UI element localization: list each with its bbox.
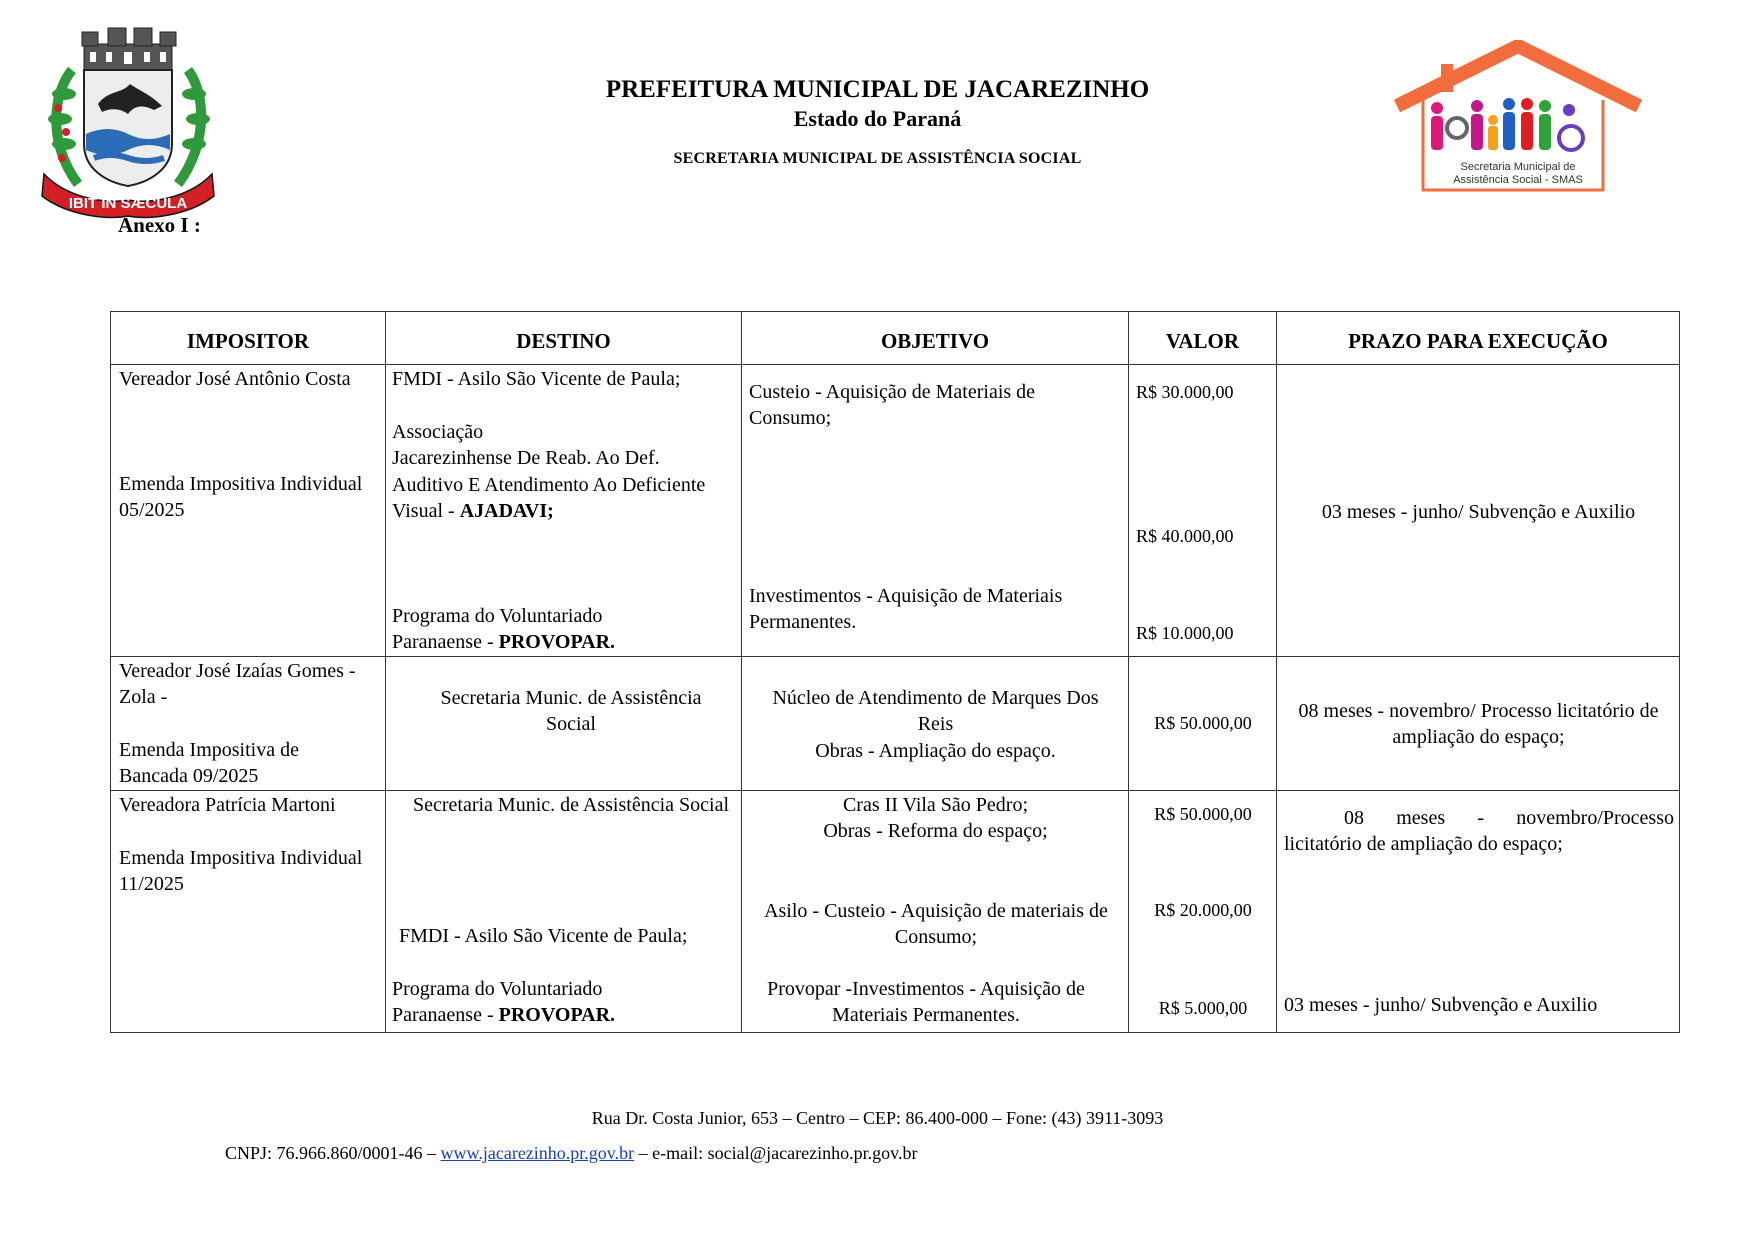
smas-logo-line1: Secretaria Municipal de (1460, 161, 1576, 173)
column-header: VALOR (1129, 312, 1277, 365)
objetivo-text: Investimentos - Aquisição de Materiais Permanentes. (749, 585, 1063, 634)
destino-text: Programa do Voluntariado Paranaense - PROVOPAR. (392, 978, 616, 1027)
destino-text: Secretaria Munic. de Assistência Social (412, 794, 729, 816)
destino-text: Programa do Voluntariado Paranaense - PROVOPAR. (392, 605, 616, 654)
destino-text: Secretaria Munic. de Assistência Social (440, 687, 702, 736)
table-row (111, 365, 1680, 657)
footer-address: Rua Dr. Costa Junior, 653 – Centro – CEP: 86.400-000 – Fone: (43) 3911-3093 (591, 1108, 1164, 1128)
amendments-table (110, 311, 1680, 1033)
amendment-id: Emenda Impositiva Individual 05/2025 (119, 473, 363, 522)
impositor-name: Vereadora Patrícia Martoni (119, 794, 336, 816)
valor-text: R$ 50.000,00 (1154, 804, 1252, 824)
objetivo-text: Custeio - Aquisição de Materiais de Consumo; (749, 381, 1036, 430)
column-header: PRAZO PARA EXECUÇÃO (1277, 312, 1680, 365)
destino-text: FMDI - Asilo São Vicente de Paula; (392, 368, 681, 390)
amendment-id: Emenda Impositiva Individual 11/2025 (119, 847, 363, 896)
department-title: SECRETARIA MUNICIPAL DE ASSISTÊNCIA SOCIAL (673, 150, 1082, 167)
page-title: PREFEITURA MUNICIPAL DE JACAREZINHO (605, 76, 1150, 103)
amendment-id: Emenda Impositiva de Bancada 09/2025 (119, 739, 299, 788)
column-header: OBJETIVO (742, 312, 1129, 365)
impositor-name: Vereador José Antônio Costa (119, 368, 351, 390)
coat-motto-text: IBIT IN SÆCULA (68, 195, 188, 212)
column-header: DESTINO (386, 312, 742, 365)
footer-contact (225, 1143, 917, 1164)
table-row (111, 657, 1680, 791)
valor-text: R$ 20.000,00 (1154, 900, 1252, 920)
objetivo-text: Asilo - Custeio - Aquisição de materiais de Consumo; (764, 900, 1108, 949)
objetivo-text: Núcleo de Atendimento de Marques Dos Reis Obras - Ampliação do espaço. (772, 687, 1099, 762)
table-row (111, 791, 1680, 1033)
valor-text: R$ 50.000,00 (1154, 713, 1252, 733)
smas-logo-line2: Assistência Social - SMAS (1453, 174, 1583, 186)
valor-text: R$ 5.000,00 (1158, 998, 1248, 1018)
valor-text: R$ 10.000,00 (1136, 623, 1234, 643)
prazo-text: 03 meses - junho/ Subvenção e Auxilio (1284, 994, 1598, 1016)
valor-text: R$ 30.000,00 (1136, 382, 1234, 402)
objetivo-text: Provopar -Investimentos - Aquisição de Materiais Permanentes. (767, 978, 1085, 1027)
valor-text: R$ 40.000,00 (1136, 526, 1234, 546)
footer-email: – e-mail: social@jacarezinho.pr.gov.br (634, 1143, 918, 1163)
annex-label: Anexo I : (118, 213, 201, 237)
objetivo-text: Cras II Vila São Pedro; Obras - Reforma do espaço; (823, 794, 1048, 843)
prazo-text: 03 meses - junho/ Subvenção e Auxilio (1321, 501, 1636, 523)
prazo-text: 08 meses - novembro/ Processo licitatório de ampliação do espaço; (1298, 700, 1659, 749)
column-header: IMPOSITOR (111, 312, 386, 365)
footer-cnpj: CNPJ: 76.966.860/0001-46 – (225, 1143, 441, 1163)
destino-text: Associação Jacarezinhense De Reab. Ao Def. Auditivo E Atendimento Ao Deficiente Visual - AJADAVI; (392, 421, 706, 523)
prazo-text: 08 meses - novembro/Processo licitatório de ampliação do espaço; (1284, 807, 1674, 856)
impositor-name: Vereador José Izaías Gomes - Zola - (119, 660, 356, 709)
website-link[interactable]: www.jacarezinho.pr.gov.br (440, 1143, 635, 1163)
table-header-row (111, 312, 1680, 365)
destino-text: FMDI - Asilo São Vicente de Paula; (399, 925, 688, 947)
state-subtitle: Estado do Paraná (793, 106, 962, 131)
